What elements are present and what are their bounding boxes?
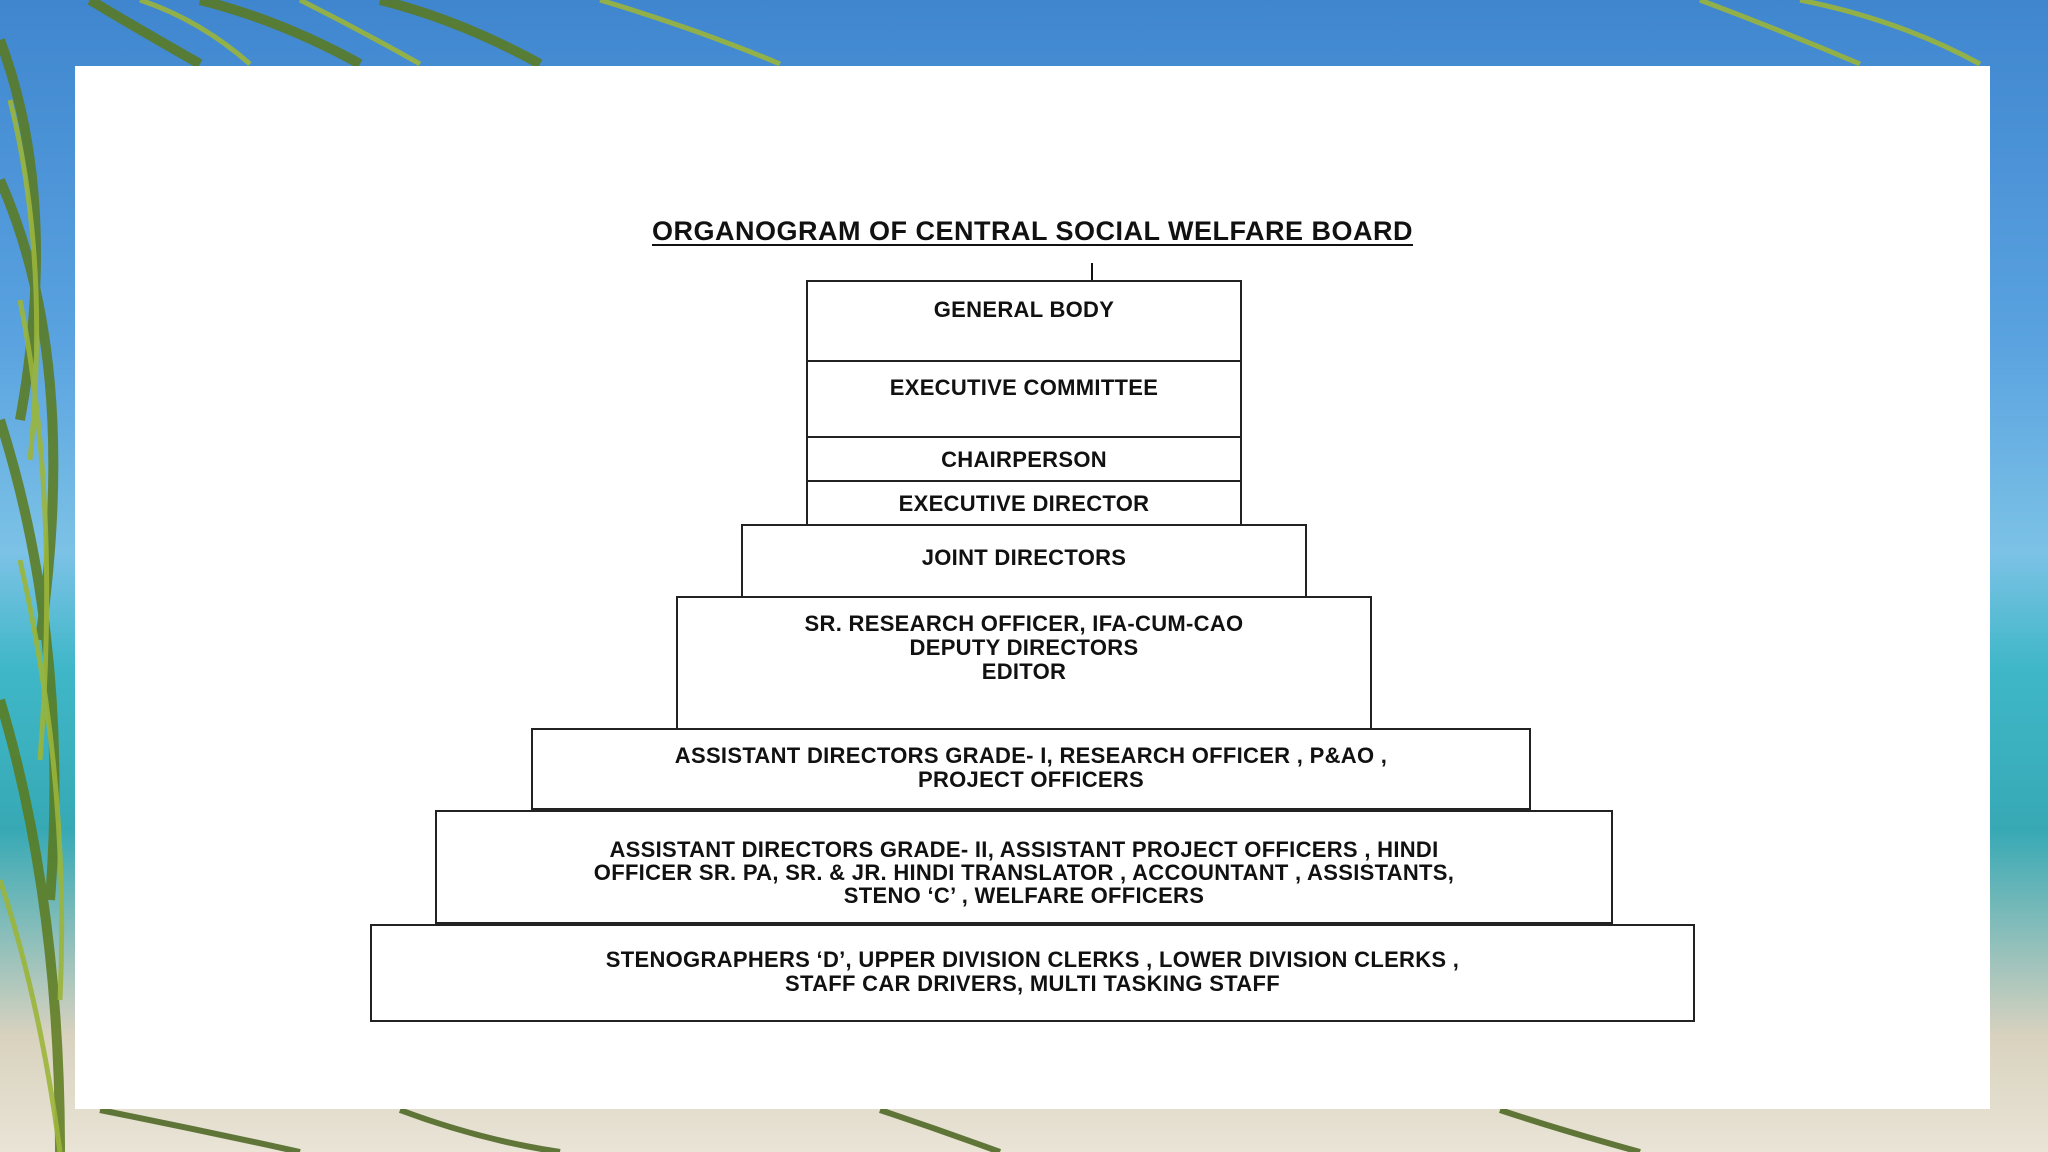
level-text: PROJECT OFFICERS xyxy=(917,767,1145,792)
level-chairperson xyxy=(806,436,1242,482)
diagram-panel xyxy=(75,66,1990,1109)
level-text: GENERAL BODY xyxy=(933,297,1115,322)
level-text: CHAIRPERSON xyxy=(941,447,1107,472)
level-text: ASSISTANT DIRECTORS GRADE- II, ASSISTANT PROJECT OFFICERS , HINDI xyxy=(609,837,1439,862)
level-text: EXECUTIVE DIRECTOR xyxy=(898,491,1150,516)
level-joint-directors xyxy=(741,524,1307,598)
level-text: ASSISTANT DIRECTORS GRADE- I, RESEARCH OFFICER , P&AO , xyxy=(674,743,1388,768)
level-general-body xyxy=(806,280,1242,362)
level-assistant-directors-grade-1 xyxy=(531,728,1531,810)
level-text: DEPUTY DIRECTORS xyxy=(909,635,1139,660)
level-text: OFFICER SR. PA, SR. & JR. HINDI TRANSLATOR , ACCOUNTANT , ASSISTANTS, xyxy=(593,860,1455,885)
level-text: STENOGRAPHERS ‘D’, UPPER DIVISION CLERKS , LOWER DIVISION CLERKS , xyxy=(605,947,1460,972)
level-text: STAFF CAR DRIVERS, MULTI TASKING STAFF xyxy=(785,971,1280,996)
level-text: EXECUTIVE COMMITTEE xyxy=(889,375,1159,400)
level-executive-committee xyxy=(806,360,1242,438)
level-executive-director xyxy=(806,480,1242,526)
diagram-title: ORGANOGRAM OF CENTRAL SOCIAL WELFARE BOARD xyxy=(652,216,1413,246)
level-text: EDITOR xyxy=(981,659,1067,684)
level-text: STENO ‘C’ , WELFARE OFFICERS xyxy=(843,883,1205,908)
level-text: JOINT DIRECTORS xyxy=(921,545,1127,570)
level-assistant-directors-grade-2 xyxy=(435,810,1613,924)
level-text: SR. RESEARCH OFFICER, IFA-CUM-CAO xyxy=(804,611,1244,636)
level-staff xyxy=(370,924,1695,1022)
level-deputy-directors xyxy=(676,596,1372,730)
